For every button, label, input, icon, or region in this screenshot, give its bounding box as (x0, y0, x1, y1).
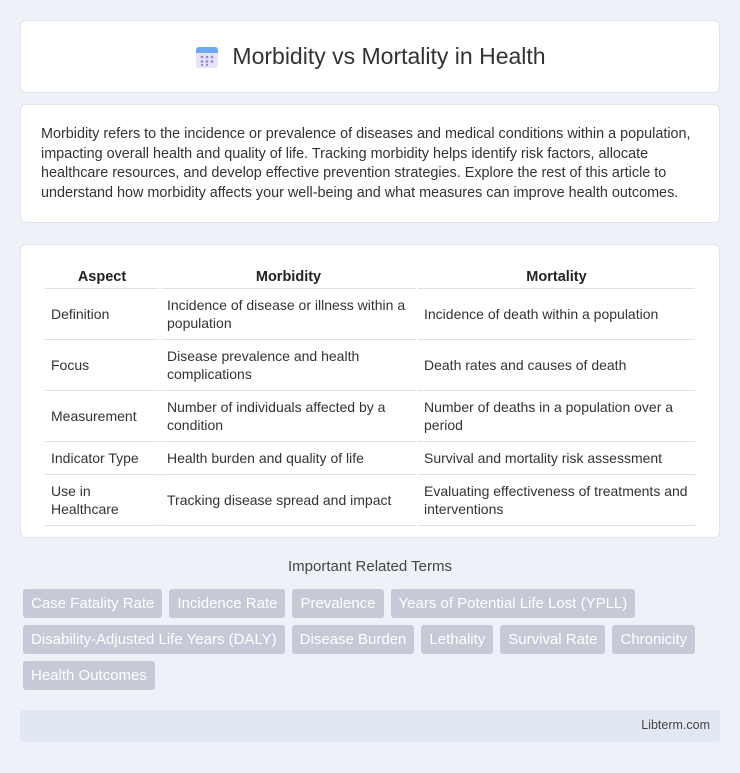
table-row (45, 340, 695, 391)
cell-mortality: Death rates and causes of death (418, 340, 695, 391)
header-mortality: Mortality (418, 265, 695, 289)
header-morbidity: Morbidity (161, 265, 416, 289)
header-aspect: Aspect (45, 265, 159, 289)
tag-survival-rate[interactable]: Survival Rate (500, 625, 605, 654)
tag-case-fatality-rate[interactable]: Case Fatality Rate (23, 589, 162, 618)
tag-incidence-rate[interactable]: Incidence Rate (169, 589, 285, 618)
table-row (45, 391, 695, 442)
footer (20, 710, 720, 742)
comparison-table (43, 265, 697, 526)
cell-morbidity: Disease prevalence and health complications (161, 340, 416, 391)
comparison-table-card (20, 244, 720, 538)
related-terms-section (20, 558, 720, 690)
cell-mortality: Evaluating effectiveness of treatments and interventions (418, 475, 695, 526)
cell-aspect: Definition (45, 289, 159, 340)
table-row (45, 289, 695, 340)
table-header-row (45, 265, 695, 289)
cell-aspect: Focus (45, 340, 159, 391)
cell-mortality: Survival and mortality risk assessment (418, 442, 695, 475)
tag-lethality[interactable]: Lethality (421, 625, 493, 654)
calendar-icon (194, 44, 220, 70)
cell-aspect: Use in Healthcare (45, 475, 159, 526)
tag-chronicity[interactable]: Chronicity (612, 625, 695, 654)
intro-text: Morbidity refers to the incidence or prevalence of diseases and medical conditions within a population, impacting overall health and quality of life. Tracking morbidity helps identify risk factors, allocate healthcare resources, and develop effective prevention strategies. Explore the rest of this article to understand how morbidity affects your well-being and what measures can improve health outcomes. (41, 126, 691, 201)
cell-morbidity: Number of individuals affected by a condition (161, 391, 416, 442)
table-row (45, 475, 695, 526)
cell-aspect: Measurement (45, 391, 159, 442)
page-title: Morbidity vs Mortality in Health (232, 43, 546, 69)
tag-daly[interactable]: Disability-Adjusted Life Years (DALY) (23, 625, 285, 654)
cell-mortality: Number of deaths in a population over a period (418, 391, 695, 442)
cell-aspect: Indicator Type (45, 442, 159, 475)
related-terms-title: Important Related Terms (288, 558, 452, 575)
cell-morbidity: Tracking disease spread and impact (161, 475, 416, 526)
cell-morbidity: Health burden and quality of life (161, 442, 416, 475)
table-row (45, 442, 695, 475)
tag-health-outcomes[interactable]: Health Outcomes (23, 661, 155, 690)
footer-brand[interactable]: Libterm.com (641, 718, 710, 732)
related-terms-tags (20, 589, 720, 690)
cell-mortality: Incidence of death within a population (418, 289, 695, 340)
cell-morbidity: Incidence of disease or illness within a population (161, 289, 416, 340)
tag-disease-burden[interactable]: Disease Burden (292, 625, 415, 654)
tag-ypll[interactable]: Years of Potential Life Lost (YPLL) (391, 589, 636, 618)
tag-prevalence[interactable]: Prevalence (292, 589, 383, 618)
header-card (20, 20, 720, 93)
intro-card (20, 104, 720, 223)
